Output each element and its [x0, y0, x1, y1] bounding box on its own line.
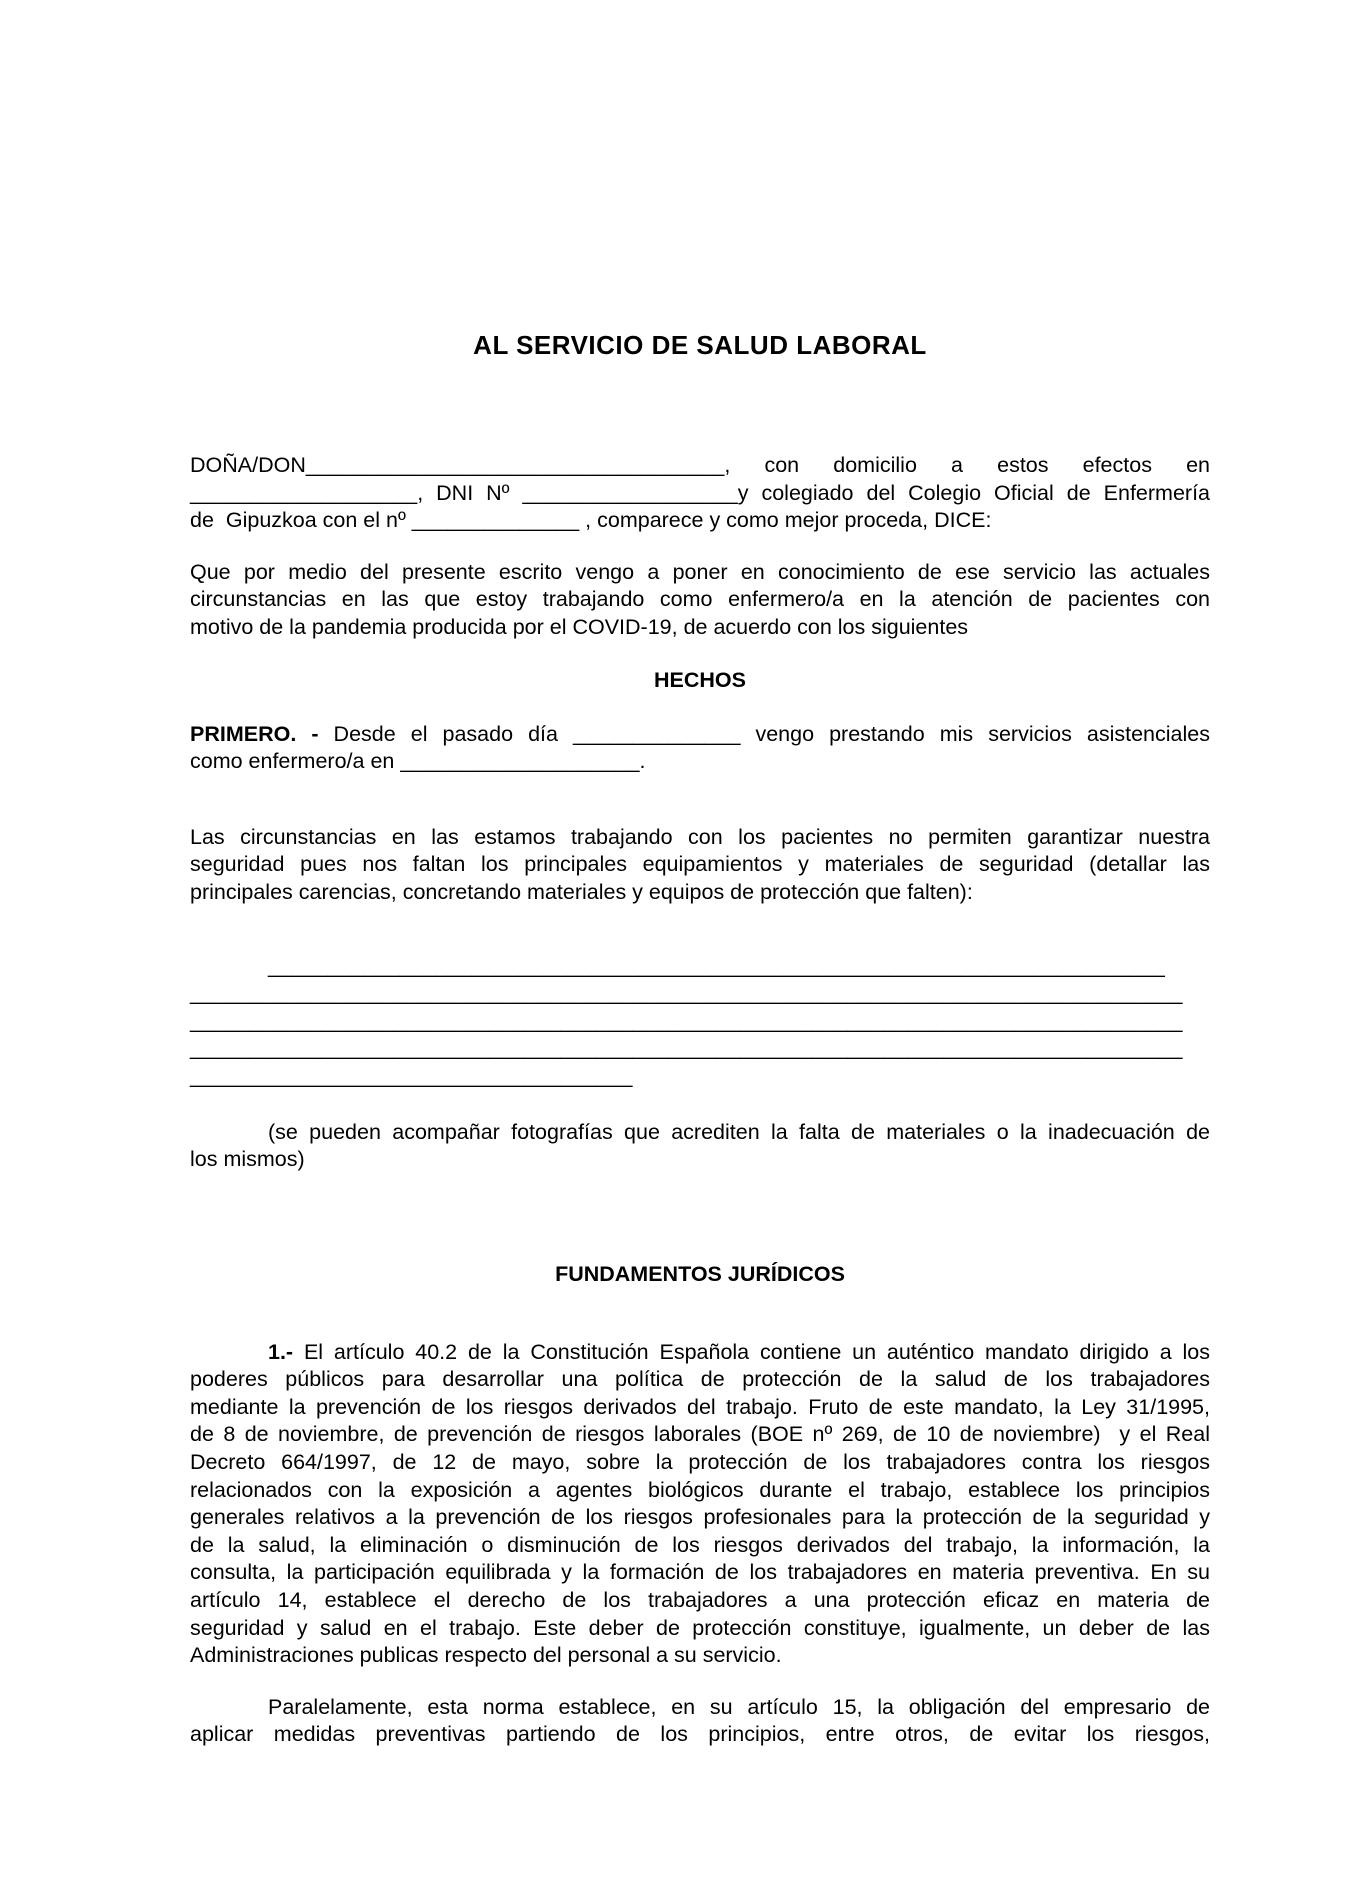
hechos-heading: HECHOS — [654, 667, 746, 692]
primero-paragraph — [190, 721, 1210, 776]
text-line: de Gipuzkoa con el nº ______________ , comparece y como mejor proceda, DICE: — [190, 508, 992, 533]
text-line: los mismos) — [190, 1147, 305, 1172]
text-line: 1.- El artículo 40.2 de la Constitución Española contiene un auténtico mandato dirigido a los — [268, 1339, 1210, 1364]
circumstances-paragraph — [190, 824, 1210, 907]
text-line: seguridad y salud en el trabajo. Este deber de protección constituye, igualmente, un deber de las — [190, 1615, 1210, 1640]
text-line: ___________________, DNI Nº __________________y colegiado del Colegio Oficial de Enfermería — [190, 480, 1210, 505]
text-line: relacionados con la exposición a agentes biológicos durante el trabajo, establece los principios — [190, 1477, 1210, 1502]
text-line: Que por medio del presente escrito vengo a poner en conocimiento de ese servicio las actuales — [190, 559, 1210, 584]
text-line: DOÑA/DON___________________________________, con domicilio a estos efectos en — [190, 453, 1210, 477]
document-title: AL SERVICIO DE SALUD LABORAL — [473, 330, 927, 360]
text-line: Paralelamente, esta norma establece, en su artículo 15, la obligación del empresario de — [268, 1694, 1210, 1719]
text-line: seguridad pues nos faltan los principales equipamientos y materiales de seguridad (detallar las — [190, 852, 1210, 877]
text-line: generales relativos a la prevención de los riesgos profesionales para la protección de la seguridad y — [190, 1505, 1210, 1530]
fundamentos-paragraph-1 — [190, 1339, 1210, 1670]
text-line: aplicar medidas preventivas partiendo de los principios, entre otros, de evitar los riesgos, — [190, 1722, 1210, 1747]
blank-line: ___________________________________________________________________________________ — [190, 981, 1183, 1006]
opening-statement-paragraph — [190, 559, 1210, 642]
paralelamente-paragraph — [190, 1694, 1210, 1749]
text-line: artículo 14, establece el derecho de los trabajadores a una protección eficaz en materia de — [190, 1588, 1210, 1613]
text-line: de la salud, la eliminación o disminución de los riesgos derivados del trabajo, la información, la — [190, 1532, 1210, 1557]
text-line: Decreto 664/1997, de 12 de mayo, sobre la protección de los trabajadores contra los riesgos — [190, 1450, 1210, 1475]
text-line: Administraciones publicas respecto del personal a su servicio. — [190, 1643, 782, 1668]
text-line: PRIMERO. - Desde el pasado día ______________ vengo prestando mis servicios asistenciales — [190, 721, 1210, 746]
text-line: consulta, la participación equilibrada y la formación de los trabajadores en materia preventiva. En su — [190, 1560, 1210, 1585]
text-line: principales carencias, concretando materiales y equipos de protección que falten): — [190, 879, 973, 904]
blank-line: ___________________________________________________________________________ — [268, 953, 1165, 978]
text-line: circunstancias en las que estoy trabajando como enfermero/a en la atención de pacientes con — [190, 587, 1210, 612]
fundamentos-heading: FUNDAMENTOS JURÍDICOS — [555, 1261, 845, 1286]
text-line: (se pueden acompañar fotografías que acrediten la falta de materiales o la inadecuación de — [268, 1119, 1210, 1144]
blank-line: _____________________________________ — [190, 1063, 633, 1088]
text-line: poderes públicos para desarrollar una política de protección de la salud de los trabajadores — [190, 1367, 1210, 1392]
text-line: motivo de la pandemia producida por el COVID-19, de acuerdo con los siguientes — [190, 614, 969, 639]
blank-fill-lines — [190, 953, 1210, 1091]
blank-line: ___________________________________________________________________________________ — [190, 1008, 1183, 1033]
blank-line: ___________________________________________________________________________________ — [190, 1036, 1183, 1061]
text-line: Las circunstancias en las estamos trabajando con los pacientes no permiten garantizar nuestra — [190, 824, 1210, 849]
intro-paragraph — [190, 452, 1210, 535]
text-line: de 8 de noviembre, de prevención de riesgos laborales (BOE nº 269, de 10 de noviembre) y el Real — [190, 1422, 1210, 1447]
photos-note-paragraph — [190, 1119, 1210, 1174]
text-line: como enfermero/a en ____________________. — [190, 749, 646, 774]
text-line: mediante la prevención de los riesgos derivados del trabajo. Fruto de este mandato, la Ley 31/1995, — [190, 1394, 1210, 1419]
